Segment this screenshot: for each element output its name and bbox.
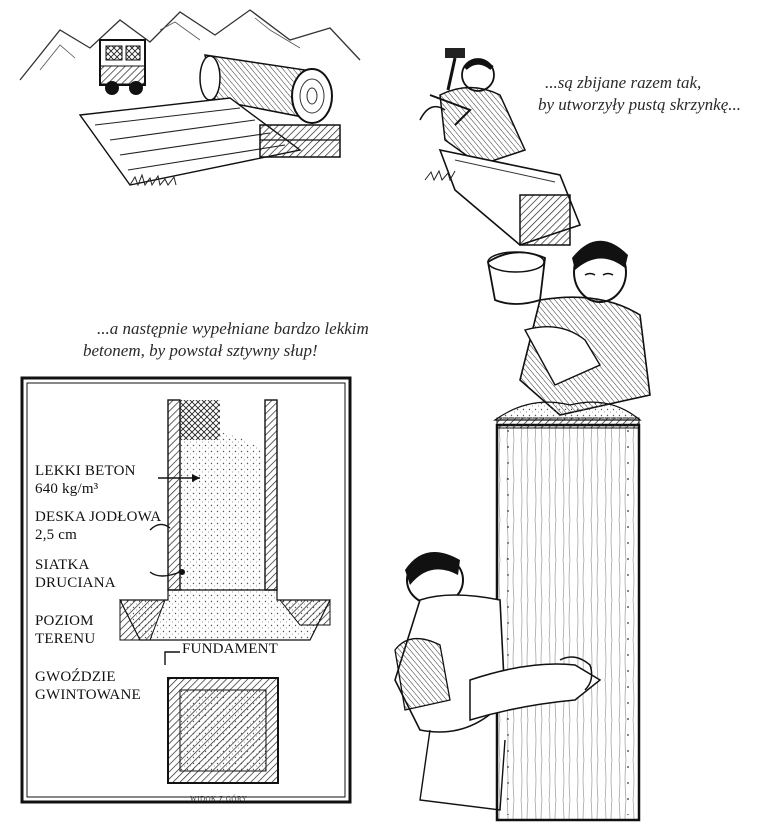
- caption-concrete-fill-1: ...a następnie wypełniane bardzo lekkim: [97, 319, 369, 338]
- right-board: [265, 400, 277, 590]
- label-board-thickness: 2,5 cm: [35, 527, 78, 543]
- caption-box-assembly-2: by utworzyły pustą skrzynkę...: [538, 95, 742, 114]
- label-threaded-nails-2: GWINTOWANE: [35, 687, 141, 703]
- label-fir-board: DESKA JODŁOWA: [35, 509, 162, 525]
- pouring-worker: [488, 241, 650, 420]
- lumber-scene: [20, 10, 360, 185]
- caption-box-assembly-1: ...są zbijane razem tak,: [545, 73, 702, 92]
- label-lightweight-concrete: LEKKI BETON: [35, 463, 136, 479]
- label-ground-level-2: TERENU: [35, 631, 96, 647]
- label-wire-mesh-1: SIATKA: [35, 557, 90, 573]
- label-threaded-nails-1: GWOŹDZIE: [35, 669, 116, 685]
- left-board: [168, 400, 180, 590]
- concrete-column: [497, 418, 639, 820]
- label-concrete-density: 640 kg/m³: [35, 481, 99, 497]
- label-foundation: FUNDAMENT: [182, 641, 278, 657]
- label-ground-level-1: POZIOM: [35, 613, 94, 629]
- label-wire-mesh-2: DRUCIANA: [35, 575, 116, 591]
- caption-concrete-fill-2: betonem, by powstał sztywny słup!: [83, 341, 318, 360]
- label-top-view: WIDOK Z GÓRY: [190, 795, 248, 803]
